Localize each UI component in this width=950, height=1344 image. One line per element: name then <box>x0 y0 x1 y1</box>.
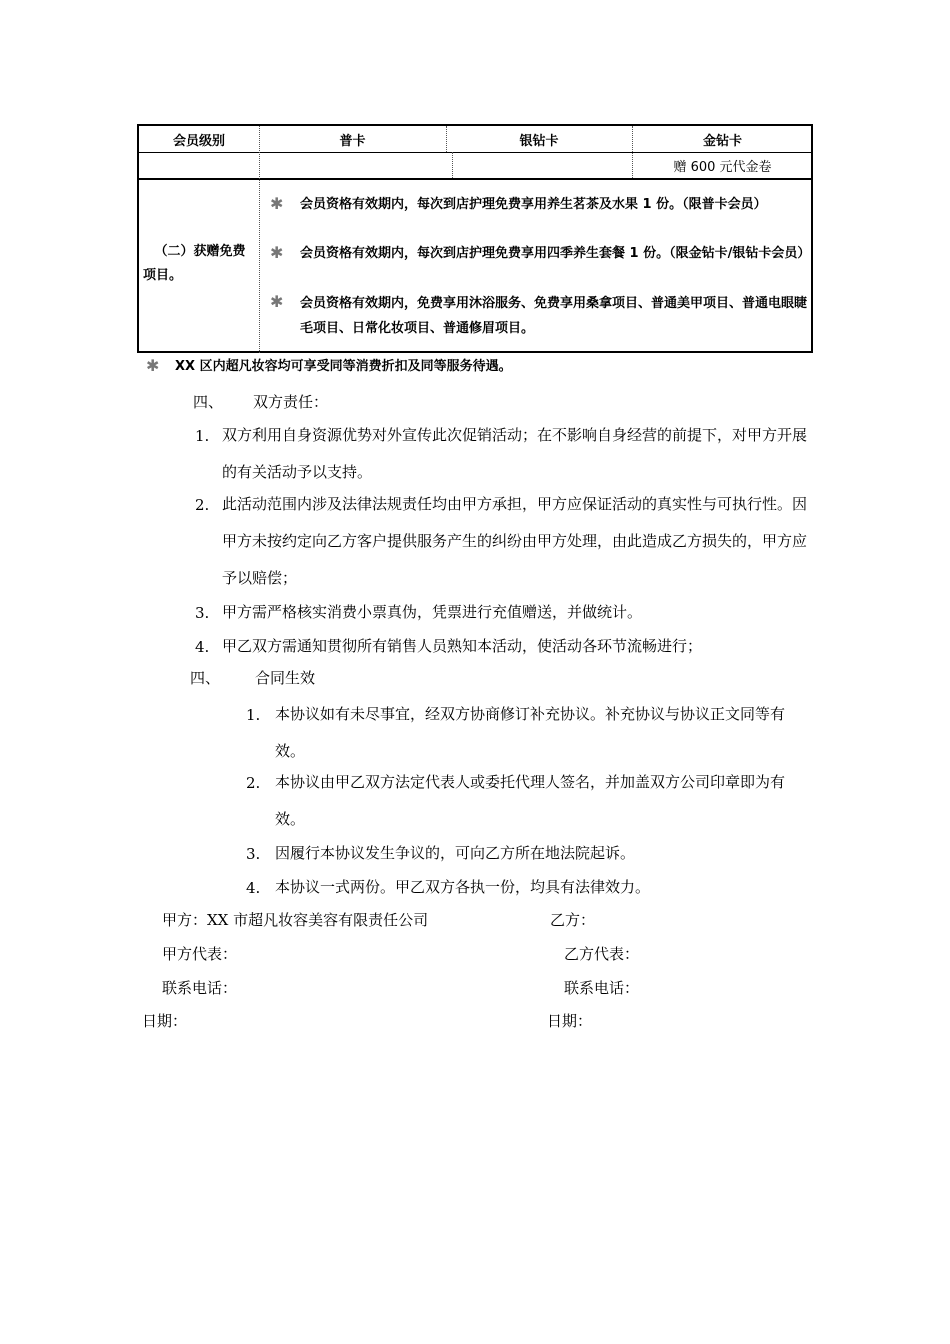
item-number: 2. <box>246 774 261 792</box>
free-item-2: 会员资格有效期内，每次到店护理免费享用四季养生套餐 1 份。（限金钻卡/银钻卡会员） <box>300 246 811 261</box>
effective-item-4: 本协议一式两份。甲乙双方各执一份，均具有法律效力。 <box>275 878 651 896</box>
free-item-3: 会员资格有效期内，免费享用沐浴服务、免费享用桑拿项目、普通美甲项目、普通电眼睫毛项目、日常化妆项目、普通修眉项目。 <box>300 296 808 336</box>
row-divider <box>139 178 813 180</box>
header-member-level: 会员级别 <box>172 133 225 149</box>
party-b-name: 乙方： <box>550 911 596 929</box>
column-divider <box>452 152 453 178</box>
item-number: 4. <box>195 638 210 656</box>
party-a-representative: 甲方代表： <box>162 945 238 963</box>
item-number: 2. <box>195 496 210 514</box>
responsibility-item-3: 甲方需严格核实消费小票真伪，凭票进行充值赠送，并做统计。 <box>222 603 643 621</box>
leaf-bullet-icon: ✱ <box>146 356 160 375</box>
free-items-label-line2: 项目。 <box>143 268 183 283</box>
free-items-label <box>143 240 257 288</box>
item-number: 3. <box>246 845 261 863</box>
item-number: 4. <box>246 879 261 897</box>
header-silver-card: 银钻卡 <box>519 133 559 149</box>
free-items-label-line1: （二）获赠免费 <box>154 244 246 259</box>
item-number: 1. <box>195 427 210 445</box>
section-4-number: 四、 <box>193 393 224 411</box>
gold-card-gift: 赠 600 元代金卷 <box>673 160 772 175</box>
leaf-bullet-icon: ✱ <box>270 292 284 311</box>
party-a-date: 日期： <box>142 1012 188 1030</box>
party-a-phone: 联系电话： <box>162 979 238 997</box>
responsibility-item-2: 此活动范围内涉及法律法规责任均由甲方承担，甲方应保证活动的真实性与可执行性。因甲方未按约定向乙方客户提供服务产生的纠纷由甲方处理，由此造成乙方损失的，甲方应予以赔偿； <box>222 495 808 587</box>
section-5-title: 合同生效 <box>255 669 316 687</box>
item-number: 1. <box>246 706 261 724</box>
column-divider <box>632 126 633 178</box>
leaf-bullet-icon: ✱ <box>270 243 284 262</box>
party-b-representative: 乙方代表： <box>564 945 640 963</box>
responsibility-item-4: 甲乙双方需通知贯彻所有销售人员熟知本活动，使活动各环节流畅进行； <box>222 637 703 655</box>
party-b-date: 日期： <box>547 1012 593 1030</box>
leaf-bullet-icon: ✱ <box>270 194 284 213</box>
item-number: 3. <box>195 604 210 622</box>
column-divider <box>446 126 447 152</box>
area-note: XX 区内超凡妆容均可享受同等消费折扣及同等服务待遇。 <box>175 359 512 374</box>
section-5-number: 四、 <box>190 669 221 687</box>
column-divider <box>259 126 260 353</box>
party-b-phone: 联系电话： <box>564 979 640 997</box>
effective-item-3: 因履行本协议发生争议的，可向乙方所在地法院起诉。 <box>275 844 636 862</box>
free-item-1: 会员资格有效期内，每次到店护理免费享用养生茗茶及水果 1 份。（限普卡会员） <box>300 197 767 212</box>
header-gold-card: 金钻卡 <box>702 133 742 149</box>
party-a-name: 甲方：XX 市超凡妆容美容有限责任公司 <box>162 911 429 929</box>
section-4-title: 双方责任： <box>253 393 329 411</box>
effective-item-1: 本协议如有未尽事宜，经双方协商修订补充协议。补充协议与协议正文同等有效。 <box>275 705 786 760</box>
responsibility-item-1: 双方利用自身资源优势对外宣传此次促销活动；在不影响自身经营的前提下，对甲方开展的有关活动予以支持。 <box>222 426 808 481</box>
header-normal-card: 普卡 <box>339 133 366 149</box>
effective-item-2: 本协议由甲乙双方法定代表人或委托代理人签名，并加盖双方公司印章即为有效。 <box>275 773 786 828</box>
